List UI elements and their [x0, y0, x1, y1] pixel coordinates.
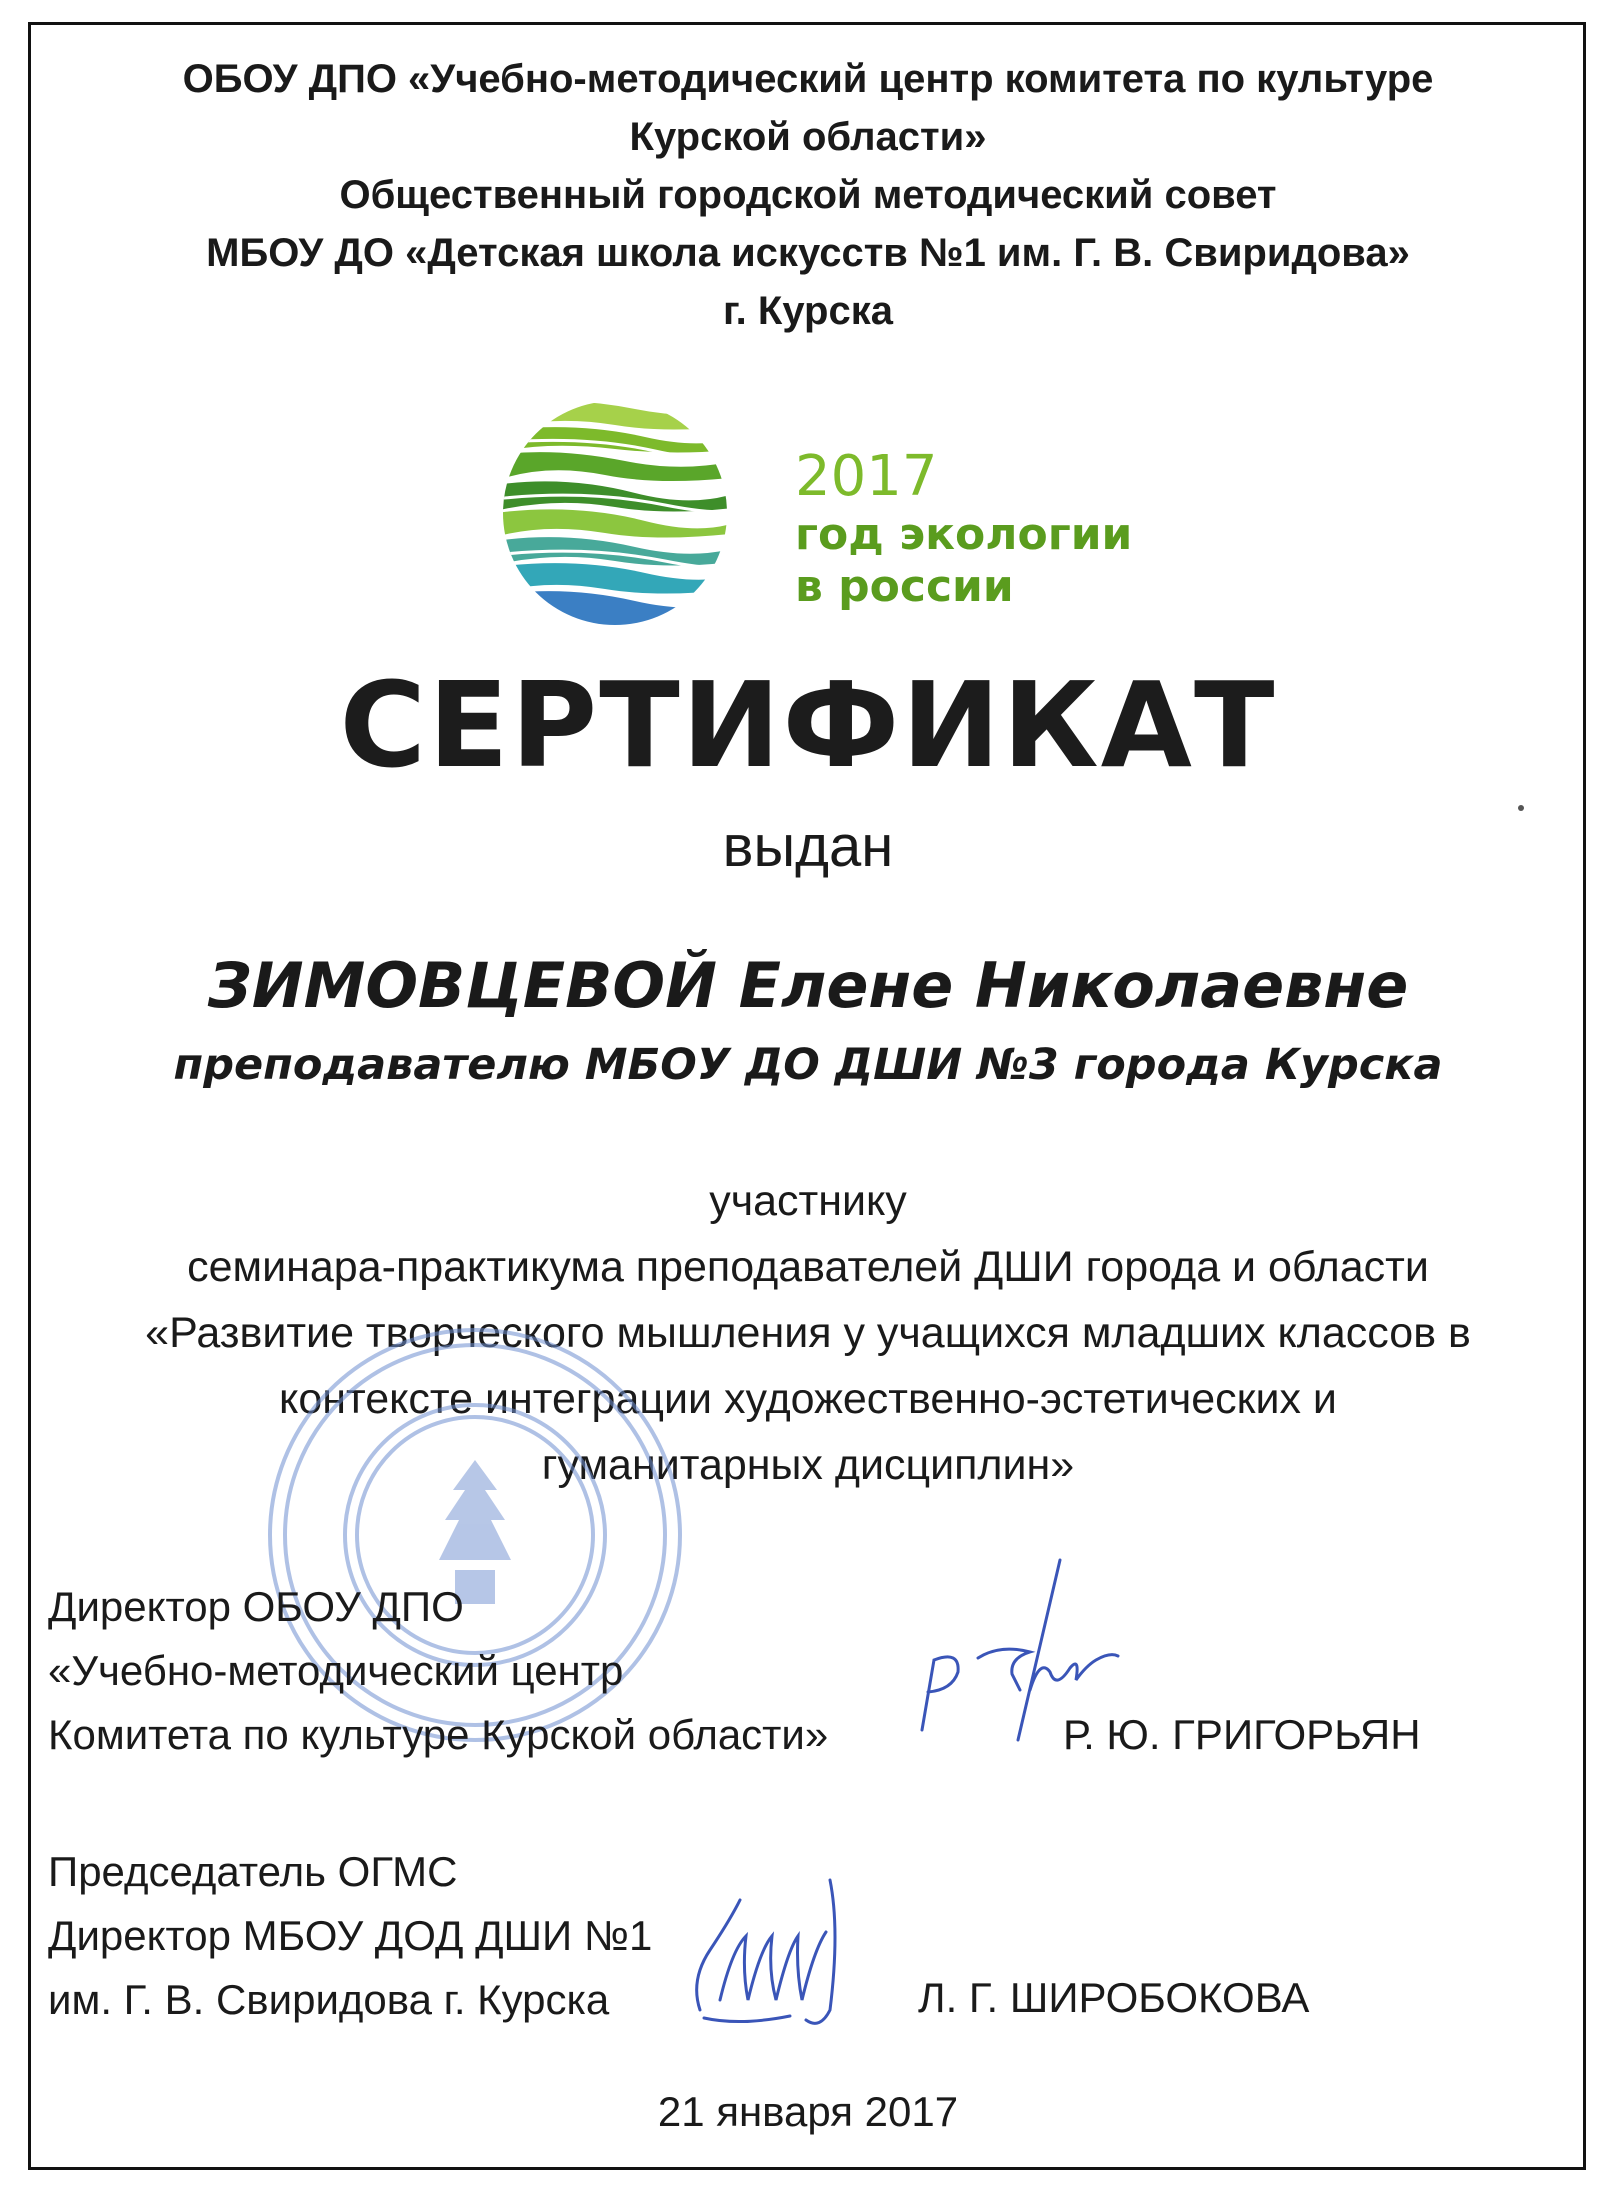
issued-label: выдан	[722, 814, 894, 879]
signatory-1-line-2: «Учебно-методический центр	[48, 1647, 624, 1694]
signatory-1-title	[48, 1575, 828, 1767]
header-line-3: Общественный городской методический совет	[339, 173, 1277, 217]
logo-year: 2017	[795, 444, 938, 509]
body-line-2: семинара-практикума преподавателей ДШИ города и области	[187, 1243, 1429, 1291]
recipient-position: преподавателю МБОУ ДО ДШИ №3 города Курска	[173, 1040, 1443, 1090]
signature-2	[680, 1840, 880, 2040]
signatory-1-line-1: Директор ОБОУ ДПО	[48, 1583, 464, 1630]
body-line-1: участнику	[709, 1177, 907, 1225]
header-line-4: МБОУ ДО «Детская школа искусств №1 им. Г. В. Свиридова»	[206, 231, 1410, 275]
eco-globe-icon	[495, 395, 755, 635]
body-line-3: «Развитие творческого мышления у учащихся младших классов в	[145, 1309, 1471, 1357]
signatory-2-title	[48, 1840, 652, 2032]
logo-line-1: год экологии	[795, 509, 1133, 560]
certificate-title: СЕРТИФИКАТ	[339, 656, 1277, 794]
logo-text	[795, 445, 1132, 613]
header-line-2: Курской области»	[629, 115, 987, 159]
signatory-2-name: Л. Г. ШИРОБОКОВА	[918, 1974, 1310, 2021]
body-line-4: контексте интеграции художественно-эстетических и	[279, 1375, 1337, 1423]
header-line-1: ОБОУ ДПО «Учебно-методический центр комитета по культуре	[182, 57, 1434, 101]
signatory-2-line-3: им. Г. В. Свиридова г. Курска	[48, 1976, 610, 2023]
recipient-name: ЗИМОВЦЕВОЙ Елене Николаевне	[207, 949, 1409, 1022]
body-line-5: гуманитарных дисциплин»	[541, 1441, 1075, 1489]
issuer-header	[0, 50, 1616, 340]
logo-line-2: в россии	[795, 561, 1014, 612]
signatory-1-name: Р. Ю. ГРИГОРЬЯН	[1063, 1711, 1421, 1758]
issue-date: 21 января 2017	[657, 2088, 959, 2135]
signatory-2-line-2: Директор МБОУ ДОД ДШИ №1	[48, 1912, 653, 1959]
paper-speck	[1518, 805, 1524, 811]
signatory-1-line-3: Комитета по культуре Курской области»	[48, 1711, 829, 1758]
header-line-5: г. Курска	[723, 289, 893, 333]
year-of-ecology-logo	[495, 395, 1195, 635]
signatory-2-line-1: Председатель ОГМС	[48, 1848, 458, 1895]
